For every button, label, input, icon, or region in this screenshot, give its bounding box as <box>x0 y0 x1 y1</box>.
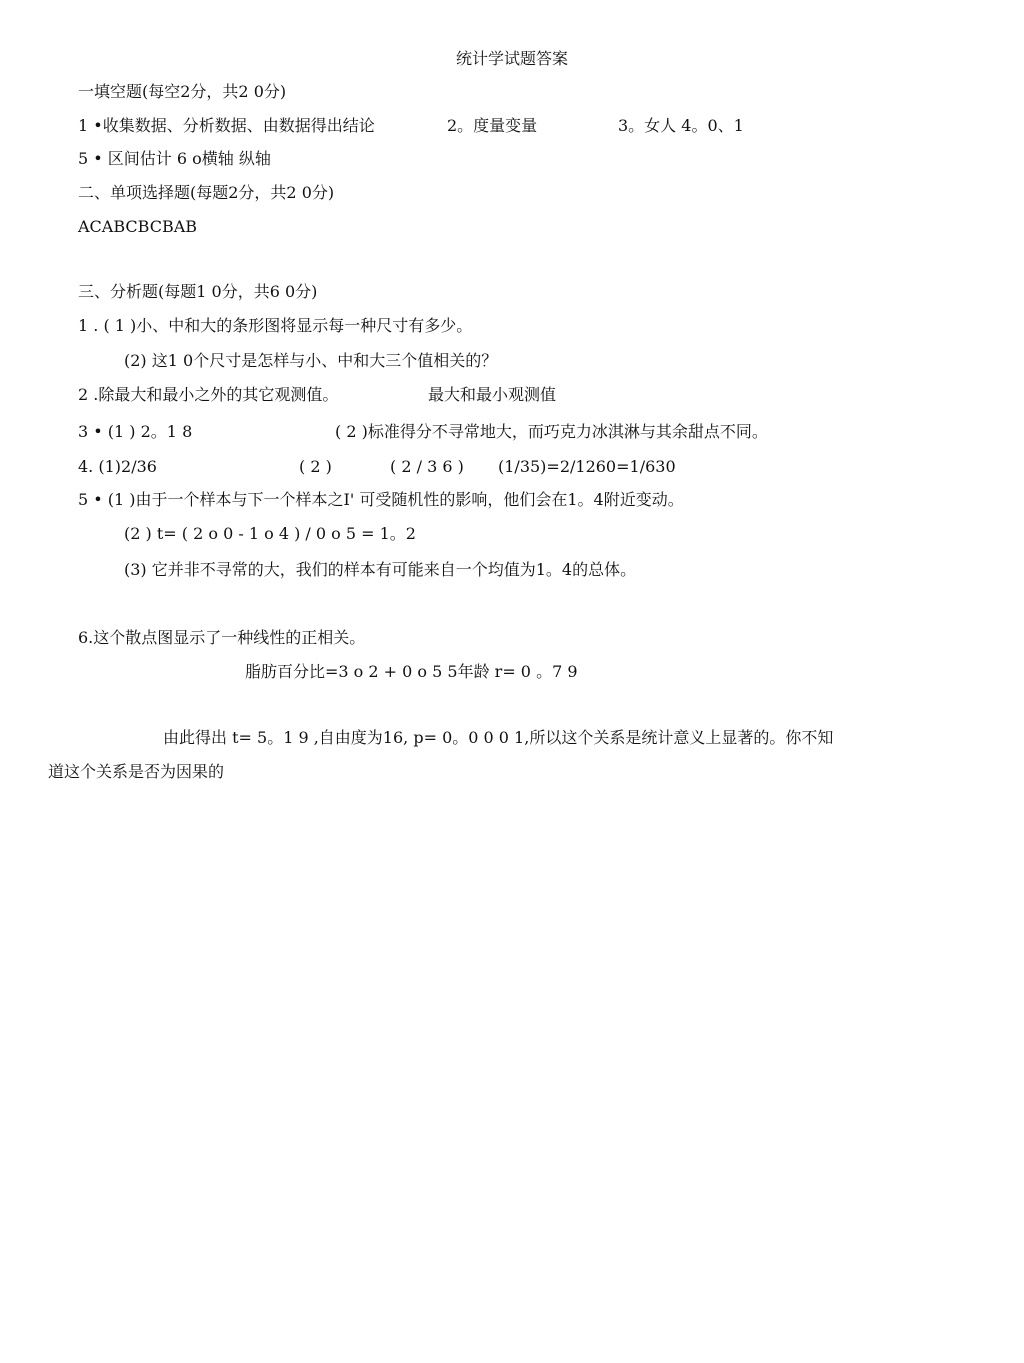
q6-equation: 脂肪百分比=3 o 2 + 0 o 5 5年龄 r= 0 。7 9 <box>245 662 578 681</box>
q4-part-3: ( 2 / 3 6 ) <box>390 457 464 476</box>
s1-answer-3: 3。女人 4。0、1 <box>618 116 744 135</box>
q4-part-4: (1/35)=2/1260=1/630 <box>498 457 676 476</box>
q6-conclusion-continued: 道这个关系是否为因果的 <box>48 762 225 781</box>
q6-part-1: 6.这个散点图显示了一种线性的正相关。 <box>78 628 366 647</box>
q1-part-1: 1 . ( 1 )小、中和大的条形图将显示每一种尺寸有多少。 <box>78 316 473 335</box>
q3-part-2: ( 2 )标准得分不寻常地大，而巧克力冰淇淋与其余甜点不同。 <box>335 422 768 441</box>
section-2-heading: 二、单项选择题(每题2分，共2 0分) <box>78 183 335 202</box>
q2-part-1: 2 .除最大和最小之外的其它观测值。 <box>78 385 339 404</box>
q5-part-2: (2 ) t= ( 2 o 0 - 1 o 4 ) / 0 o 5 = 1。2 <box>124 524 416 543</box>
q4-part-1: 4. (1)2/36 <box>78 457 157 476</box>
section-3-heading: 三、分析题(每题1 0分，共6 0分) <box>78 282 318 301</box>
q2-part-2: 最大和最小观测值 <box>428 385 557 404</box>
q1-part-2: (2) 这1 0个尺寸是怎样与小、中和大三个值相关的？ <box>124 351 498 370</box>
s1-answer-2: 2。度量变量 <box>447 116 538 135</box>
q5-part-3: (3) 它并非不寻常的大，我们的样本有可能来自一个均值为1。4的总体。 <box>124 560 637 579</box>
q5-part-1: 5 • (1 )由于一个样本与下一个样本之I' 可受随机性的影响，他们会在1。4附近变动。 <box>78 490 684 509</box>
s2-answers: ACABCBCBAB <box>78 217 198 236</box>
document-title: 统计学试题答案 <box>456 49 569 68</box>
q6-conclusion: 由此得出 t= 5。1 9 ,自由度为16, p= 0。0 0 0 1,所以这个关系是统计意义上显著的。你不知 <box>163 728 834 747</box>
q4-part-2: ( 2 ) <box>299 457 332 476</box>
section-1-heading: 一填空题(每空2分，共2 0分) <box>78 82 287 101</box>
s1-answer-1: 1 •收集数据、分析数据、由数据得出结论 <box>78 116 375 135</box>
s1-answer-line-2: 5 • 区间估计 6 o横轴 纵轴 <box>78 149 271 168</box>
q3-part-1: 3 • (1 ) 2。1 8 <box>78 422 193 441</box>
